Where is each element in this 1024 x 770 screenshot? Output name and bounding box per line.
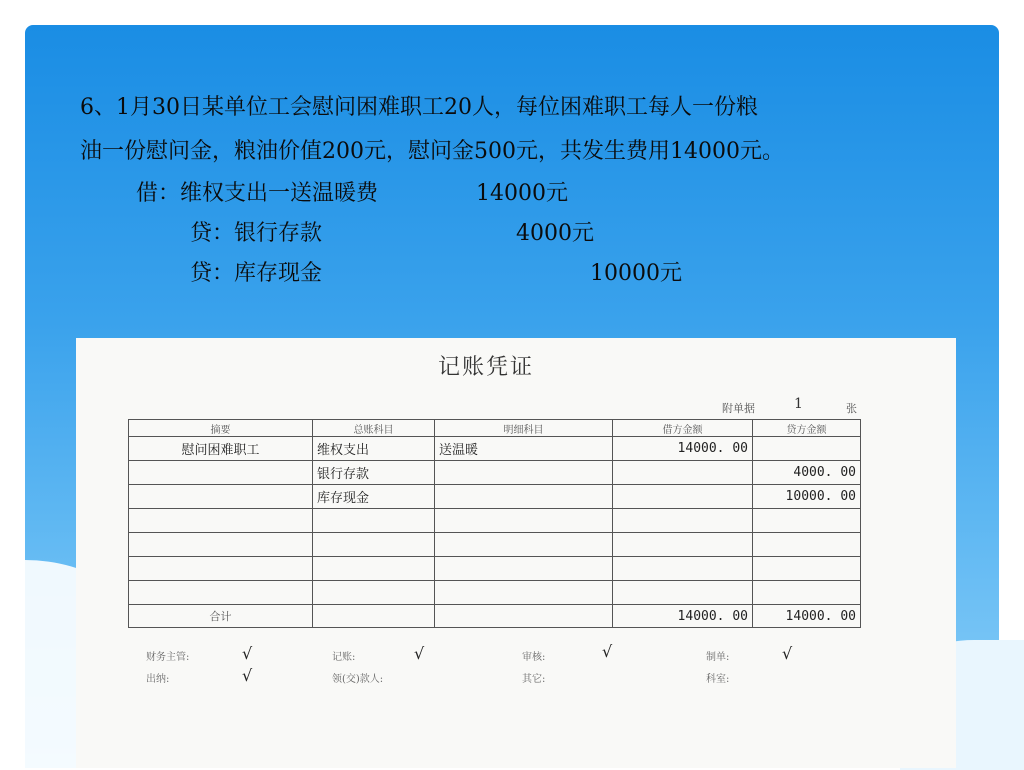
cell-credit: 4000. 00: [753, 461, 861, 485]
cell-debit: [613, 581, 753, 605]
cell-general-account: [313, 533, 435, 557]
header-credit: 贷方金额: [753, 420, 861, 437]
problem-line-1: 6、1月30日某单位工会慰问困难职工20人，每位困难职工每人一份粮: [80, 95, 758, 120]
cell-general-account: [313, 581, 435, 605]
table-row: [129, 485, 861, 509]
journal-entry-debit: [80, 174, 960, 214]
total-debit: 14000. 00: [613, 605, 753, 628]
cell-credit: [753, 437, 861, 461]
attachment-label: 附单据: [722, 402, 755, 415]
audit-label: 审核:: [522, 652, 546, 663]
cell-detail-account: [435, 557, 613, 581]
cell-summary: [129, 533, 313, 557]
cashier-label: 出纳:: [146, 674, 170, 685]
attachment-count: 1: [794, 396, 803, 412]
credit2-amount: 10000元: [590, 261, 682, 286]
booking-check-icon: √: [414, 644, 425, 663]
cell-detail-account: [435, 581, 613, 605]
cell-credit: 10000. 00: [753, 485, 861, 509]
table-row: [129, 437, 861, 461]
voucher-table: [128, 419, 861, 628]
total-blank-2: [435, 605, 613, 628]
department-label: 科室:: [706, 674, 730, 685]
cell-detail-account: 送温暖: [435, 437, 613, 461]
table-row: [129, 533, 861, 557]
cell-detail-account: [435, 533, 613, 557]
voucher-title: 记账凭证: [437, 355, 534, 380]
cell-general-account: 库存现金: [313, 485, 435, 509]
cell-debit: [613, 509, 753, 533]
header-summary: 摘要: [129, 420, 313, 437]
booking-label: 记账:: [332, 652, 356, 663]
cell-debit: [613, 533, 753, 557]
cell-general-account: 维权支出: [313, 437, 435, 461]
problem-text: [80, 86, 960, 294]
debit-label: 借：维权支出一送温暖费: [136, 181, 379, 206]
problem-line-2: 油一份慰问金，粮油价值200元，慰问金500元，共发生费用14000元。: [80, 139, 784, 164]
table-row: [129, 509, 861, 533]
table-row: [129, 461, 861, 485]
cell-debit: [613, 557, 753, 581]
cell-summary: [129, 485, 313, 509]
attachment-unit: 张: [846, 402, 857, 415]
credit1-amount: 4000元: [516, 221, 594, 246]
cashier-check-icon: √: [242, 666, 253, 685]
journal-entry-credit-1: [80, 214, 960, 254]
audit-check-icon: √: [602, 642, 613, 661]
cell-general-account: 银行存款: [313, 461, 435, 485]
cell-summary: [129, 509, 313, 533]
total-blank-1: [313, 605, 435, 628]
maker-label: 制单:: [706, 652, 730, 663]
cell-debit: [613, 485, 753, 509]
cell-credit: [753, 581, 861, 605]
cell-debit: [613, 461, 753, 485]
cell-credit: [753, 509, 861, 533]
cell-summary: [129, 557, 313, 581]
cell-summary: [129, 461, 313, 485]
total-row: [129, 605, 861, 628]
total-credit: 14000. 00: [753, 605, 861, 628]
credit1-label: 贷：银行存款: [190, 221, 323, 246]
finance-check-icon: √: [242, 644, 253, 663]
header-general-account: 总账科目: [313, 420, 435, 437]
table-row: [129, 557, 861, 581]
signature-row-1: [146, 642, 906, 668]
table-row: [129, 581, 861, 605]
voucher-header-row: [129, 420, 861, 437]
receiver-label: 领(交)款人:: [332, 674, 384, 685]
debit-amount: 14000元: [476, 181, 568, 206]
cell-summary: 慰问困难职工: [129, 437, 313, 461]
other-label: 其它:: [522, 674, 546, 685]
cell-summary: [129, 581, 313, 605]
cell-debit: 14000. 00: [613, 437, 753, 461]
accounting-voucher: [76, 338, 956, 768]
cell-credit: [753, 533, 861, 557]
header-debit: 借方金额: [613, 420, 753, 437]
credit2-label: 贷：库存现金: [190, 261, 323, 286]
cell-detail-account: [435, 461, 613, 485]
cell-credit: [753, 557, 861, 581]
cell-detail-account: [435, 485, 613, 509]
finance-manager-label: 财务主管:: [146, 652, 190, 663]
signature-row-2: [146, 666, 906, 690]
header-detail-account: 明细科目: [435, 420, 613, 437]
maker-check-icon: √: [782, 644, 793, 663]
cell-general-account: [313, 509, 435, 533]
journal-entry-credit-2: [80, 254, 960, 294]
total-label: 合计: [129, 605, 313, 628]
cell-general-account: [313, 557, 435, 581]
cell-detail-account: [435, 509, 613, 533]
